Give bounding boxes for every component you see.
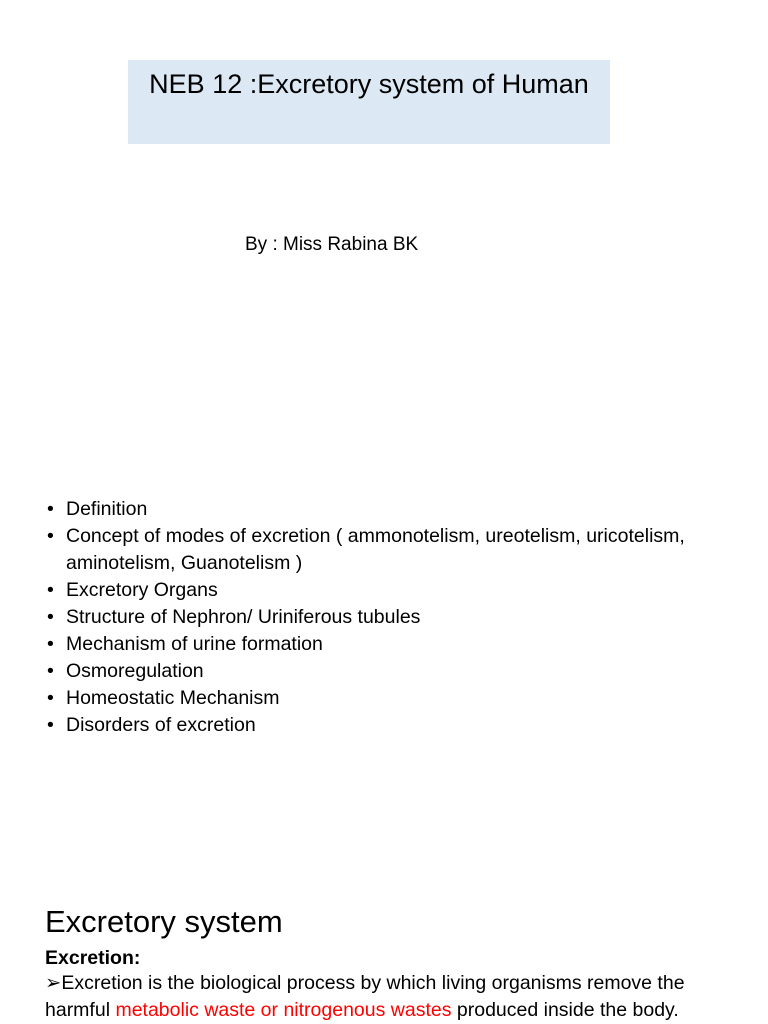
topic-label: Definition bbox=[66, 498, 148, 520]
definition-text-after: produced inside the body. bbox=[451, 999, 679, 1021]
topic-label: Disorders of excretion bbox=[66, 714, 256, 736]
topic-label: Mechanism of urine formation bbox=[66, 633, 323, 655]
bullet-icon: • bbox=[47, 525, 54, 547]
bullet-icon: • bbox=[47, 687, 54, 709]
topic-label: Osmoregulation bbox=[66, 660, 204, 682]
bullet-icon: • bbox=[47, 606, 54, 628]
topic-item bbox=[45, 496, 745, 523]
topic-item bbox=[45, 658, 745, 685]
topic-item bbox=[45, 523, 745, 577]
excretion-subheading: Excretion: bbox=[45, 947, 141, 969]
topic-label: Structure of Nephron/ Uriniferous tubules bbox=[66, 606, 421, 628]
topic-item bbox=[45, 712, 745, 739]
author-line: By : Miss Rabina BK bbox=[245, 234, 419, 255]
topic-label: Homeostatic Mechanism bbox=[66, 687, 280, 709]
topic-item bbox=[45, 685, 745, 712]
bullet-icon: • bbox=[47, 633, 54, 655]
excretion-definition bbox=[45, 970, 735, 1024]
section-heading: Excretory system bbox=[45, 904, 283, 939]
bullet-icon: • bbox=[47, 498, 54, 520]
definition-text-before: Excretion is the biological process by which living organisms remove the harmful bbox=[45, 972, 685, 1021]
topics-list bbox=[45, 496, 745, 739]
topic-item bbox=[45, 631, 745, 658]
topic-item bbox=[45, 604, 745, 631]
bullet-icon: • bbox=[47, 660, 54, 682]
arrow-bullet-icon: ➢ bbox=[45, 972, 62, 994]
presentation-title: NEB 12 :Excretory system of Human bbox=[149, 69, 589, 99]
bullet-icon: • bbox=[47, 714, 54, 736]
topic-label: Concept of modes of excretion ( ammonotelism, ureotelism, uricotelism, aminotelism, Guanotelism ) bbox=[66, 525, 685, 574]
title-box bbox=[128, 60, 610, 144]
topic-item bbox=[45, 577, 745, 604]
definition-highlight: metabolic waste or nitrogenous wastes bbox=[115, 999, 452, 1021]
bullet-icon: • bbox=[47, 579, 54, 601]
topic-label: Excretory Organs bbox=[66, 579, 218, 601]
